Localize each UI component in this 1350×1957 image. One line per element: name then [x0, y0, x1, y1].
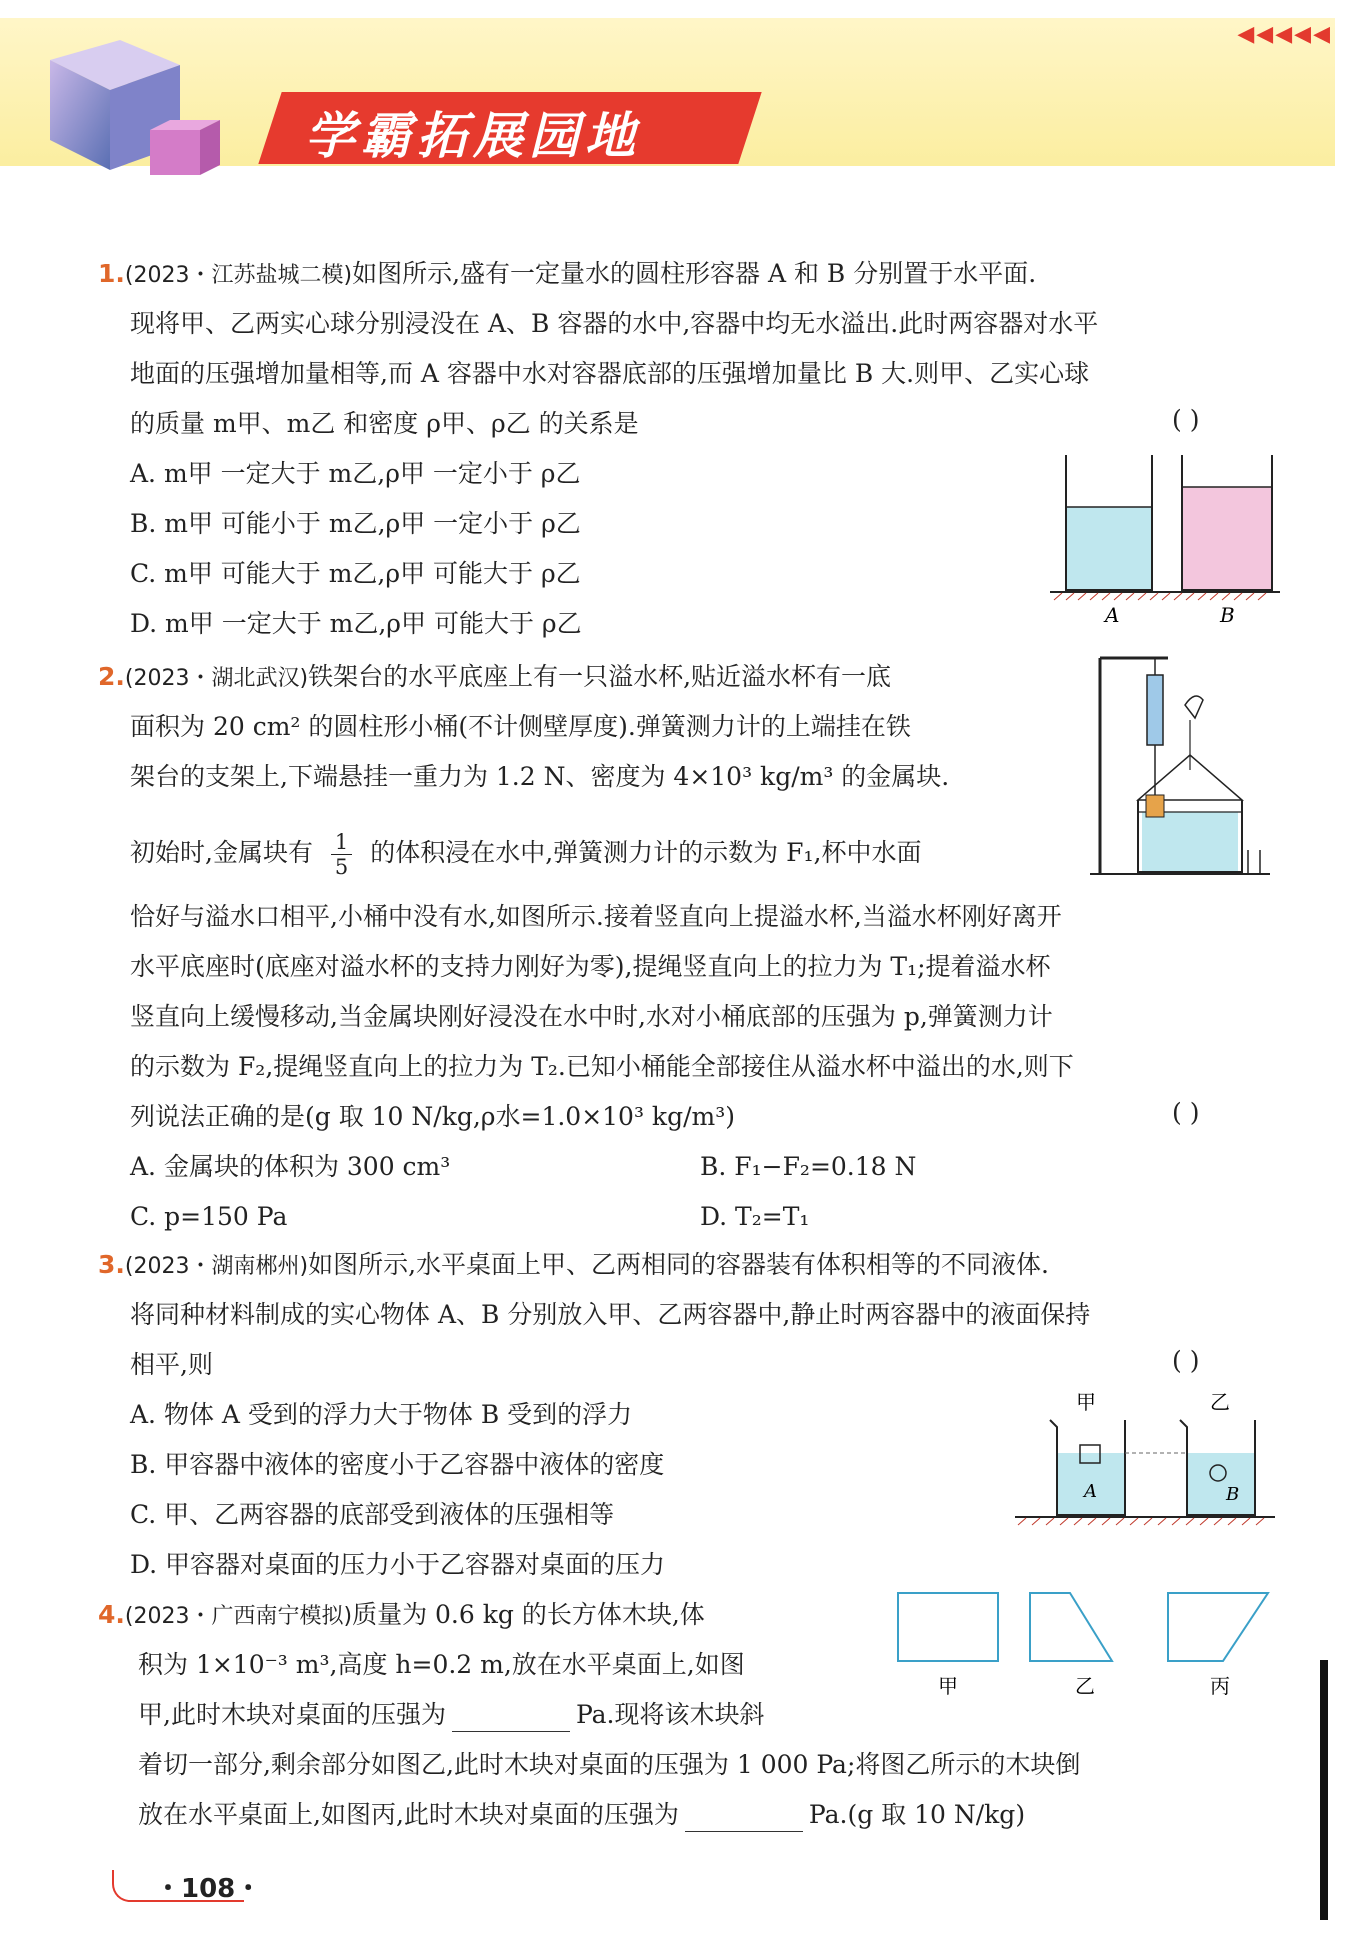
- q1-line-3: 地面的压强增加量相等,而 A 容器中水对容器底部的压强增加量比 B 大.则甲、乙实心球: [130, 359, 1090, 388]
- q2-option-c: C. p=150 Pa: [130, 1202, 288, 1231]
- page-title: 学霸拓展园地: [305, 107, 641, 165]
- q3-option-b: B. 甲容器中液体的密度小于乙容器中液体的密度: [130, 1450, 665, 1479]
- q3-label-yi: 乙: [1210, 1390, 1230, 1414]
- q2-option-a: A. 金属块的体积为 300 cm³: [130, 1152, 451, 1181]
- q4-label-jia: 甲: [938, 1674, 958, 1698]
- q2-line-2: 面积为 20 cm² 的圆柱形小桶(不计侧壁厚度).弹簧测力计的上端挂在铁: [130, 712, 911, 741]
- q4-line-2: 积为 1×10⁻³ m³,高度 h=0.2 m,放在水平桌面上,如图: [138, 1650, 745, 1679]
- q1-label-a: A: [1105, 603, 1120, 627]
- q3-label-a: A: [1084, 1481, 1097, 1502]
- page-number: ・108・: [155, 1874, 262, 1904]
- q1-answer-paren: ( ): [1172, 405, 1200, 434]
- scan-edge: [1320, 1660, 1328, 1920]
- q3-option-c: C. 甲、乙两容器的底部受到液体的压强相等: [130, 1500, 615, 1529]
- q1-source: (2023・江苏盐城二模): [124, 263, 353, 288]
- q4-line-3: 甲,此时木块对桌面的压强为 Pa.现将该木块斜: [138, 1698, 765, 1732]
- q1-option-d: D. m甲 一定大于 m乙,ρ甲 可能大于 ρ乙: [130, 609, 582, 638]
- cube-image: [10, 20, 250, 180]
- q1-label-b: B: [1220, 603, 1235, 627]
- q2-number: 2.: [98, 662, 125, 691]
- q3-line-1: [98, 1248, 1049, 1284]
- q3-number: 3.: [98, 1250, 125, 1279]
- q1-line-4: 的质量 m甲、m乙 和密度 ρ甲、ρ乙 的关系是: [130, 409, 639, 438]
- q3-line-2: 将同种材料制成的实心物体 A、B 分别放入甲、乙两容器中,静止时两容器中的液面保持: [130, 1300, 1091, 1329]
- q1-option-a: A. m甲 一定大于 m乙,ρ甲 一定小于 ρ乙: [130, 459, 581, 488]
- q2-text: 铁架台的水平底座上有一只溢水杯,贴近溢水杯有一底: [308, 662, 892, 691]
- q2-fraction: $\frac{1}{5}$: [331, 830, 352, 879]
- q4-blank-2[interactable]: [685, 1803, 803, 1832]
- q4-figure: [890, 1585, 1280, 1700]
- q4-label-yi: 乙: [1075, 1674, 1095, 1698]
- q2-line-6: 水平底座时(底座对溢水杯的支持力刚好为零),提绳竖直向上的拉力为 T₁;提着溢水杯: [130, 952, 1051, 981]
- q4-text: 质量为 0.6 kg 的长方体木块,体: [352, 1600, 705, 1629]
- q2-option-b: B. F₁−F₂=0.18 N: [700, 1152, 917, 1181]
- q2-line-9: 列说法正确的是(g 取 10 N/kg,ρ水=1.0×10³ kg/m³): [130, 1102, 735, 1131]
- q4-number: 4.: [98, 1600, 125, 1629]
- q3-figure: [1010, 1385, 1280, 1530]
- q2-figure: [1090, 650, 1270, 880]
- q1-option-b: B. m甲 可能小于 m乙,ρ甲 一定小于 ρ乙: [130, 509, 581, 538]
- q2-line-1: [98, 660, 891, 696]
- q2-line-3: 架台的支架上,下端悬挂一重力为 1.2 N、密度为 4×10³ kg/m³ 的金属块.: [130, 762, 950, 791]
- q1-option-c: C. m甲 可能大于 m乙,ρ甲 可能大于 ρ乙: [130, 559, 581, 588]
- q2-line-8: 的示数为 F₂,提绳竖直向上的拉力为 T₂.已知小桶能全部接住从溢水杯中溢出的水,则下: [130, 1052, 1074, 1081]
- q1-text: 如图所示,盛有一定量水的圆柱形容器 A 和 B 分别置于水平面.: [352, 259, 1037, 288]
- q3-source: (2023・湖南郴州): [124, 1254, 309, 1279]
- q4-blank-1[interactable]: [452, 1703, 570, 1732]
- q2-line-5: 恰好与溢水口相平,小桶中没有水,如图所示.接着竖直向上提溢水杯,当溢水杯刚好离开: [130, 902, 1062, 931]
- q3-label-jia: 甲: [1076, 1390, 1096, 1414]
- q1-line-1: [98, 257, 1036, 293]
- q4-line-5: 放在水平桌面上,如图丙,此时木块对桌面的压强为 Pa.(g 取 10 N/kg): [138, 1798, 1025, 1832]
- q2-line-7: 竖直向上缓慢移动,当金属块刚好浸没在水中时,水对小桶底部的压强为 p,弹簧测力计: [130, 1002, 1053, 1031]
- q3-label-b: B: [1226, 1484, 1240, 1505]
- q3-line-3: 相平,则: [130, 1350, 213, 1379]
- header-arrows: ◀◀◀◀◀: [1237, 22, 1332, 47]
- q1-line-2: 现将甲、乙两实心球分别浸没在 A、B 容器的水中,容器中均无水溢出.此时两容器对水平: [130, 309, 1099, 338]
- q2-line-4: 初始时,金属块有 $\frac{1}{5}$ 的体积浸在水中,弹簧测力计的示数为 F₁,杯中水面: [130, 830, 922, 879]
- q2-answer-paren: ( ): [1172, 1098, 1200, 1127]
- q3-option-d: D. 甲容器对桌面的压力小于乙容器对桌面的压力: [130, 1550, 666, 1579]
- q3-answer-paren: ( ): [1172, 1346, 1200, 1375]
- q1-figure: [1040, 450, 1280, 635]
- q2-source: (2023・湖北武汉): [124, 666, 309, 691]
- q4-label-bing: 丙: [1210, 1674, 1230, 1698]
- q3-text: 如图所示,水平桌面上甲、乙两相同的容器装有体积相等的不同液体.: [308, 1250, 1049, 1279]
- q4-line-4: 着切一部分,剩余部分如图乙,此时木块对桌面的压强为 1 000 Pa;将图乙所示的木块倒: [138, 1750, 1081, 1779]
- q1-number: 1.: [98, 259, 125, 288]
- q4-source: (2023・广西南宁模拟): [124, 1604, 353, 1629]
- q2-option-d: D. T₂=T₁: [700, 1202, 810, 1231]
- q3-option-a: A. 物体 A 受到的浮力大于物体 B 受到的浮力: [130, 1400, 633, 1429]
- q4-line-1: [98, 1598, 705, 1634]
